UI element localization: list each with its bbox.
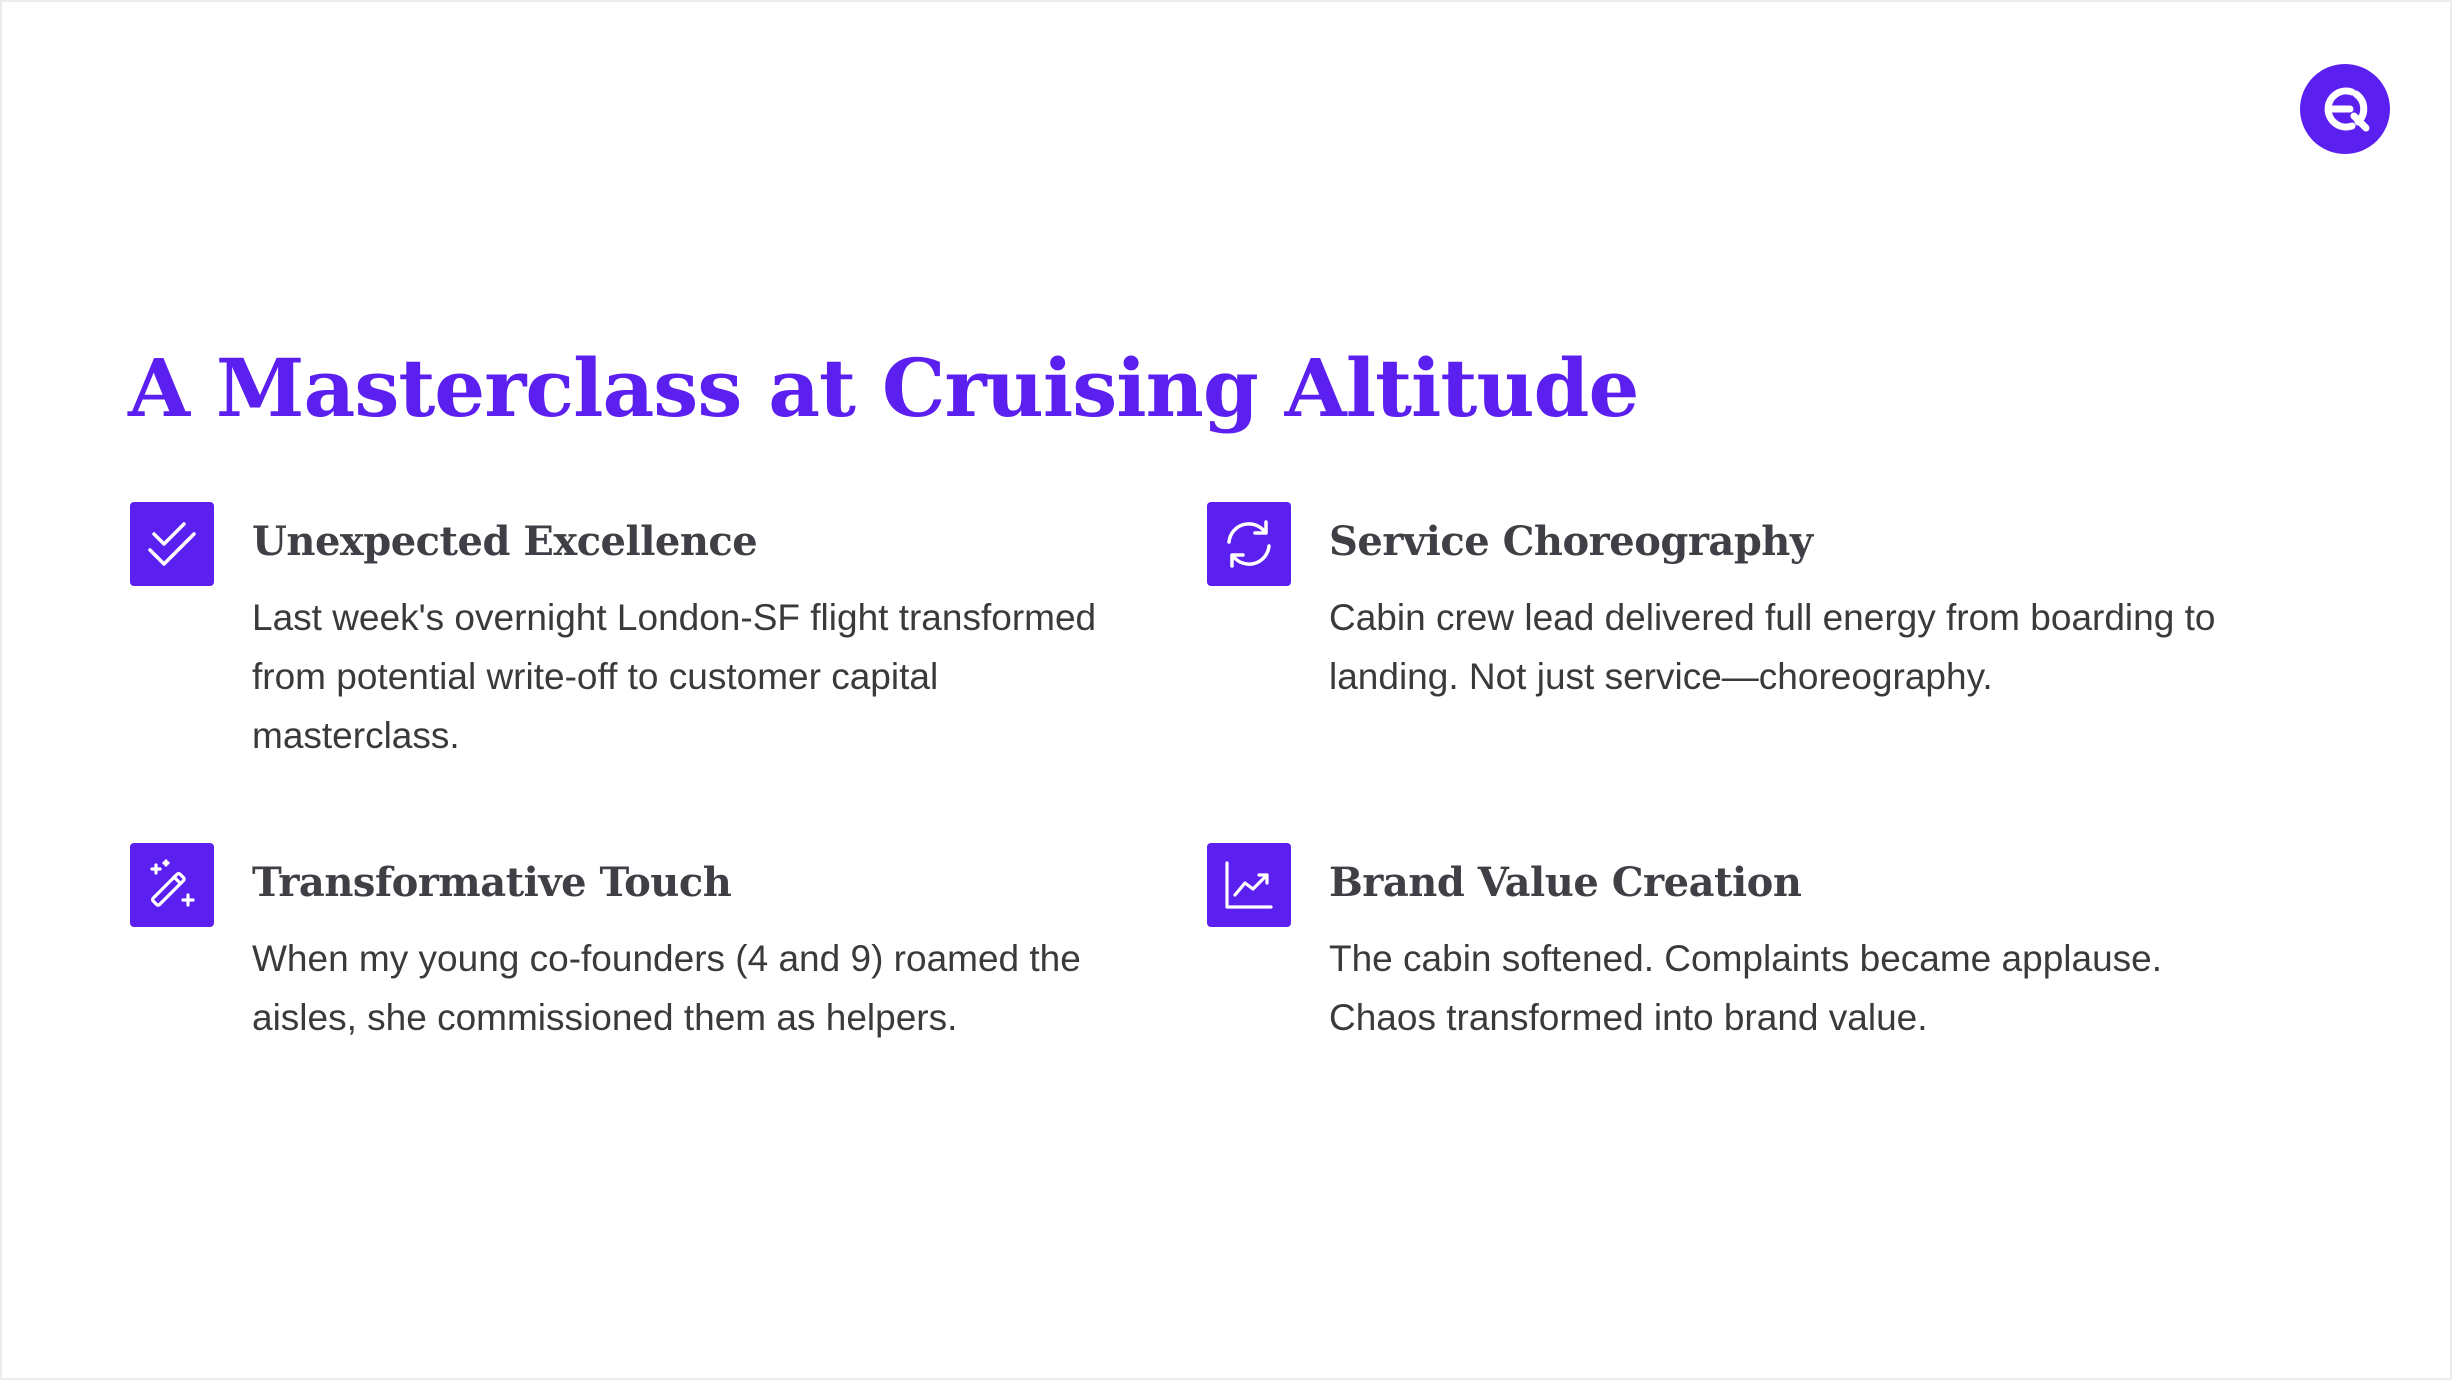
refresh-cycle-icon	[1207, 502, 1291, 586]
card-body: Last week's overnight London-SF flight transformed from potential write-off to customer capital masterclass.	[252, 597, 1097, 756]
check-double-icon	[130, 502, 214, 586]
brand-logo-icon	[2300, 64, 2390, 154]
card-title: Brand Value Creation	[1329, 859, 1802, 906]
card-body: When my young co-founders (4 and 9) roamed the aisles, she commissioned them as helpers.	[252, 938, 1081, 1038]
card-title: Transformative Touch	[252, 859, 732, 906]
card-title: Unexpected Excellence	[252, 518, 758, 565]
magic-wand-icon	[130, 843, 214, 927]
trending-up-chart-icon	[1207, 843, 1291, 927]
card-body: The cabin softened. Complaints became applause. Chaos transformed into brand value.	[1329, 938, 2163, 1038]
card-body: Cabin crew lead delivered full energy from boarding to landing. Not just service—choreography.	[1329, 597, 2216, 697]
slide-title: A Masterclass at Cruising Altitude	[128, 341, 1639, 435]
card-title: Service Choreography	[1329, 518, 1813, 565]
